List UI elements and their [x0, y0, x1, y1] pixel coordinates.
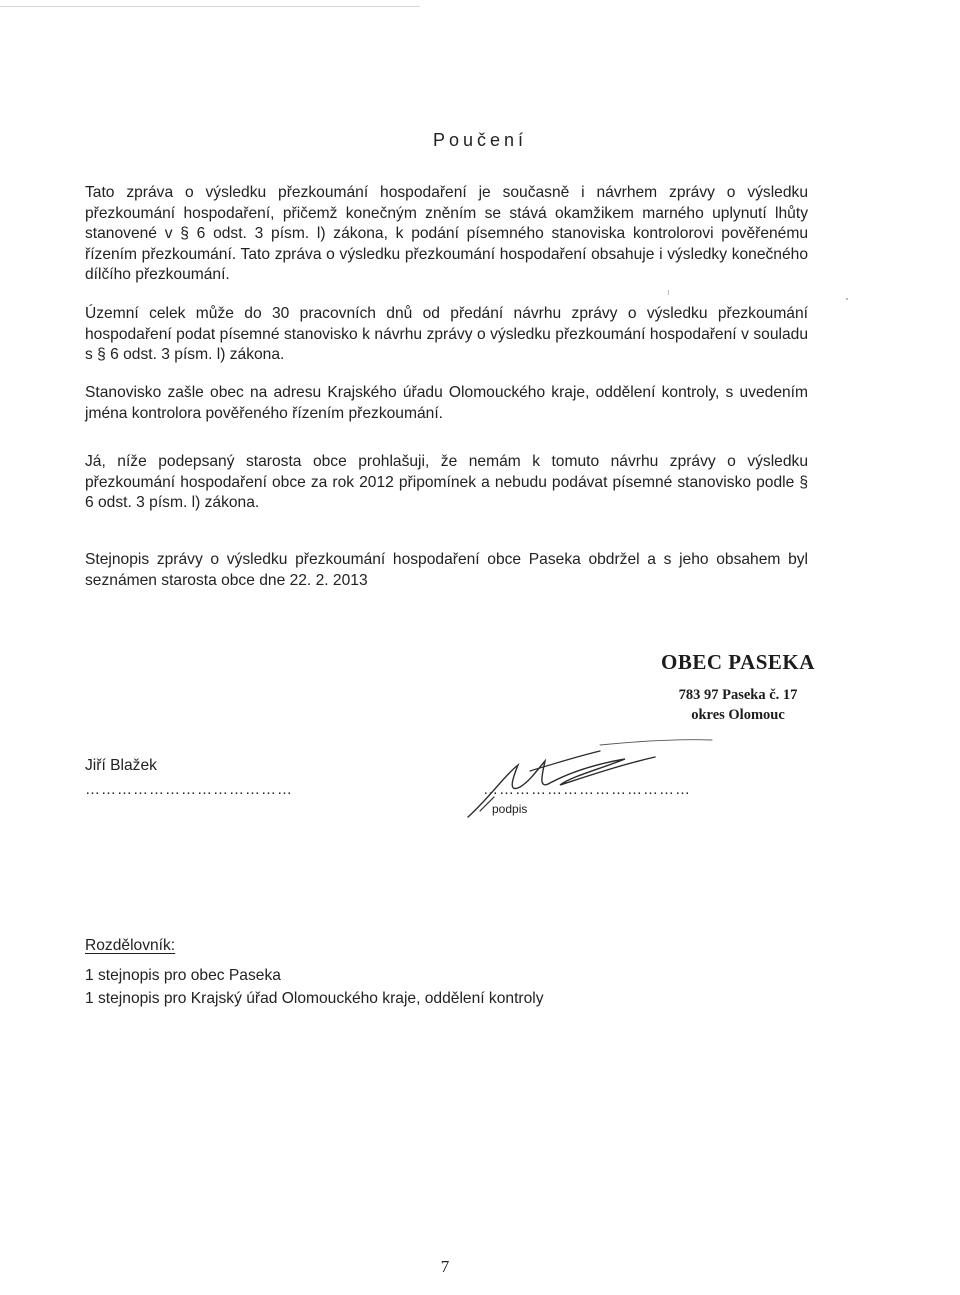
handwritten-signature: [450, 735, 740, 835]
municipal-stamp: [638, 650, 838, 725]
signer-name: Jiří Blažek: [85, 757, 157, 774]
document-heading: Poučení: [432, 130, 528, 150]
paragraph-1: Tato zpráva o výsledku přezkoumání hospodaření je současně i návrhem zprávy o výsledku přezkoumání hospodaření, přičemž konečným zněním se stává okamžikem marného uplynutí lhůty stanovené v § 6 odst. 3 písm. l) zákona, k podání písemného stanoviska kontrolorovi pověřenému řízením přezkoumání. Tato zpráva o výsledku přezkoumání hospodaření obsahuje i výsledky konečného dílčího přezkoumání.: [85, 184, 808, 283]
distribution-item: 1 stejnopis pro Krajský úřad Olomouckého kraje, oddělení kontroly: [85, 990, 544, 1007]
distribution-item: 1 stejnopis pro obec Paseka: [85, 967, 281, 984]
distribution-list: [85, 964, 544, 1010]
name-dotted-line: …………………………………: [85, 781, 293, 798]
stamp-district: okres Olomouc: [691, 707, 785, 723]
paragraph-3: Stanovisko zašle obec na adresu Krajského úřadu Olomouckého kraje, oddělení kontroly, s uvedením jména kontrolora pověřeného řízením přezkoumání.: [85, 384, 808, 422]
paragraph-4: Já, níže podepsaný starosta obce prohlašuji, že nemám k tomuto návrhu zprávy o výsledku přezkoumání hospodaření obce za rok 2012 připomínek a nebudu podávat písemné stanovisko podle § 6 odst. 3 písm. l) zákona.: [85, 453, 808, 511]
scan-speck: [846, 298, 848, 300]
scan-speck: [668, 290, 669, 295]
scan-edge-line: [0, 6, 420, 7]
distribution-title: Rozdělovník:: [85, 937, 176, 954]
paragraph-2: Územní celek může do 30 pracovních dnů od předání návrhu zprávy o výsledku přezkoumání hospodaření podat písemné stanovisko k návrhu zprávy o výsledku přezkoumání hospodaření v souladu s § 6 odst. 3 písm. l) zákona.: [85, 305, 808, 363]
page-number: 7: [440, 1257, 450, 1276]
signature-dotted-line: …………………………………: [483, 781, 691, 798]
stamp-address: 783 97 Paseka č. 17: [678, 687, 798, 703]
paragraph-5: Stejnopis zprávy o výsledku přezkoumání hospodaření obce Paseka obdržel a s jeho obsahem byl seznámen starosta obce dne 22. 2. 2013: [85, 551, 808, 589]
stamp-name: OBEC PASEKA: [661, 650, 815, 674]
signature-label: podpis: [492, 802, 528, 816]
